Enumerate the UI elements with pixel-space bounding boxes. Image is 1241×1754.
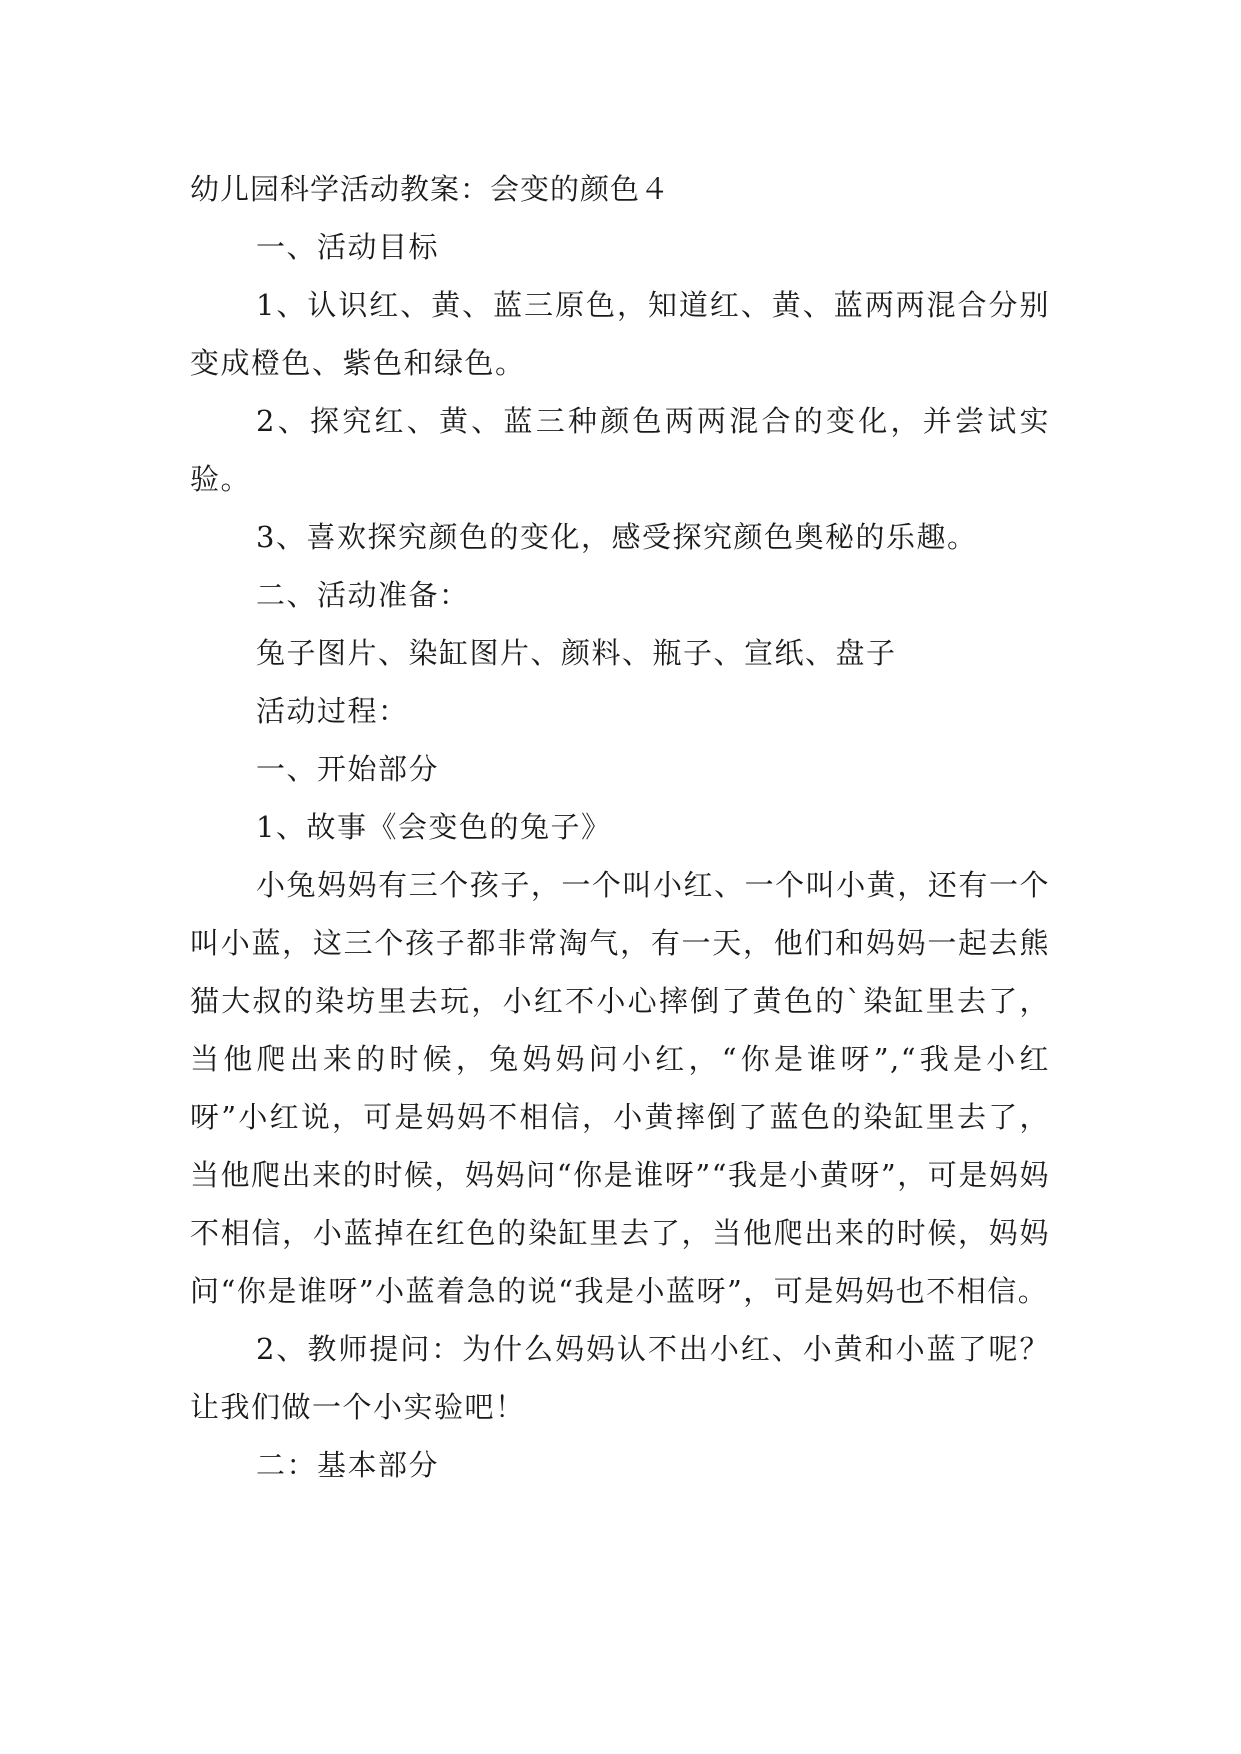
document-body — [190, 160, 1050, 1494]
story-title: 1、故事《会变色的兔子》 — [256, 810, 612, 844]
section-heading-goals: 一、活动目标 — [256, 230, 440, 264]
preparation-materials: 兔子图片、染缸图片、颜料、瓶子、宣纸、盘子 — [256, 636, 897, 670]
teacher-question: 2、教师提问：为什么妈妈认不出小红、小黄和小蓝了呢？让我们做一个小实验吧！ — [190, 1332, 1050, 1424]
goal-item-2: 2、探究红、黄、蓝三种颜色两两混合的变化，并尝试实验。 — [190, 404, 1050, 496]
goal-item-3: 3、喜欢探究颜色的变化，感受探究颜色奥秘的乐趣。 — [256, 520, 978, 554]
subsection-heading-opening: 一、开始部分 — [256, 752, 440, 786]
section-heading-process: 活动过程： — [256, 694, 409, 728]
subsection-heading-basic: 二：基本部分 — [256, 1448, 440, 1482]
goal-item-1: 1、认识红、黄、蓝三原色，知道红、黄、蓝两两混合分别变成橙色、紫色和绿色。 — [190, 288, 1050, 380]
document-title: 幼儿园科学活动教案：会变的颜色４ — [190, 172, 671, 206]
section-heading-preparation: 二、活动准备： — [256, 578, 470, 612]
story-text: 小兔妈妈有三个孩子，一个叫小红、一个叫小黄，还有一个叫小蓝，这三个孩子都非常淘气，有一天，他们和妈妈一起去熊猫大叔的染坊里去玩，小红不小心摔倒了黄色的`染缸里去了，当他爬出来的时候，兔妈妈问小红，“你是谁呀”,“我是小红呀”小红说，可是妈妈不相信，小黄摔倒了蓝色的染缸里去了，当他爬出来的时候，妈妈问“你是谁呀”“我是小黄呀”，可是妈妈不相信，小蓝掉在红色的染缸里去了，当他爬出来的时候，妈妈问“你是谁呀”小蓝着急的说“我是小蓝呀”，可是妈妈也不相信。 — [190, 868, 1050, 1308]
